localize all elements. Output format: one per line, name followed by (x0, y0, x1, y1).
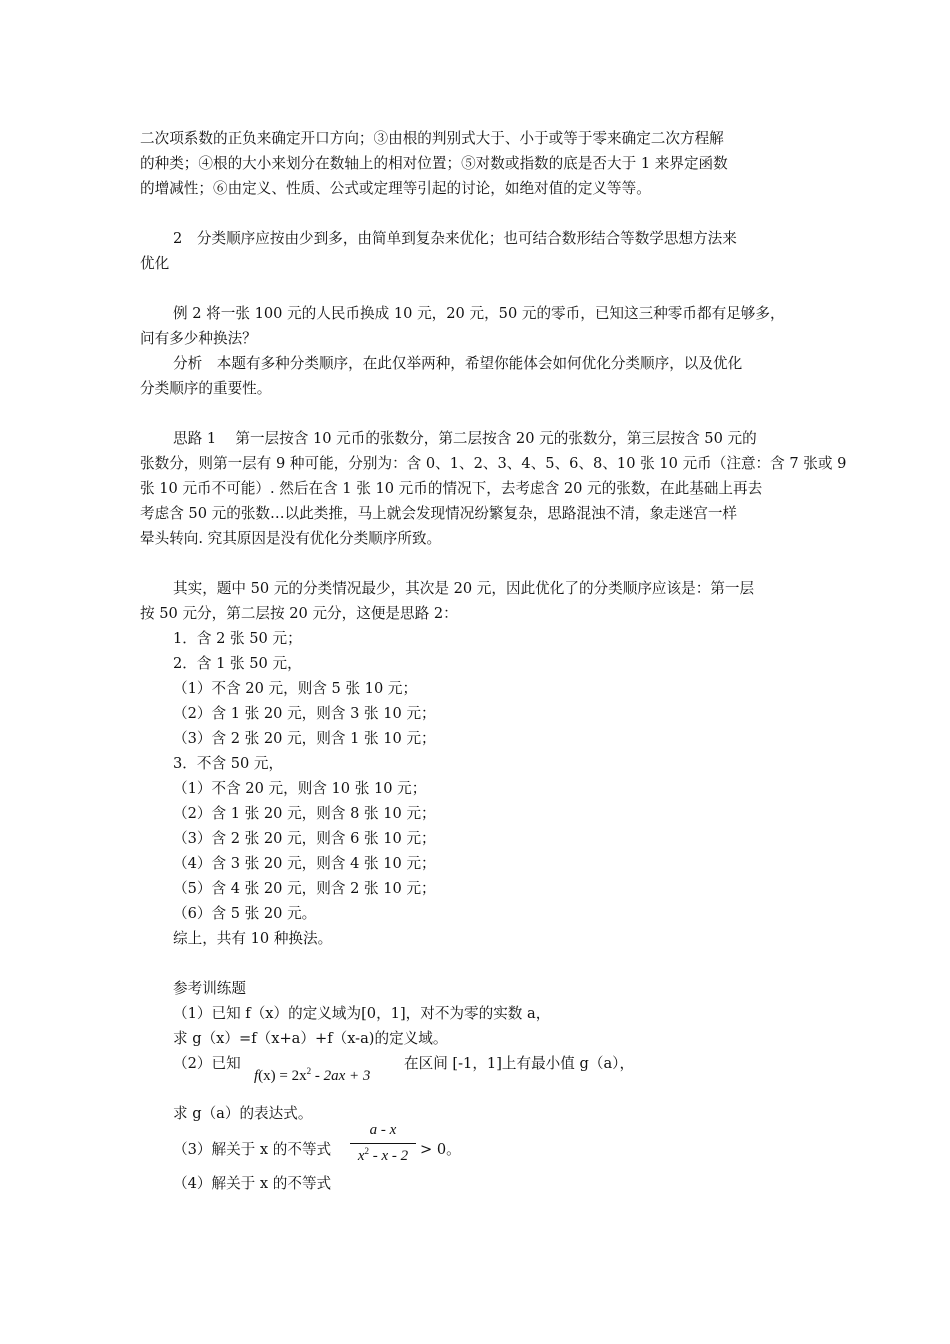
intro-line-3: 的增减性；⑥由定义、性质、公式或定理等引起的讨论，如绝对值的定义等等。 (140, 180, 651, 197)
idea-2-line-2: 按 50 元分，第二层按 20 元分，这便是思路 2： (140, 605, 458, 622)
idea-1-line-4: 考虑含 50 元的张数…以此类推，马上就会发现情况纷繁复杂，思路混浊不清，象走迷宫一样 (140, 505, 738, 522)
fraction-numerator: a - x (369, 1122, 397, 1138)
idea-1-line-2: 张数分，则第一层有 9 种可能，分别为：含 0、1、2、3、4、5、6、8、10 张 10 元币（注意：含 7 张或 9 (140, 455, 847, 472)
example-2-line-2: 问有多少种换法？ (140, 330, 257, 347)
list-item: （4）含 3 张 20 元，则含 4 张 10 元； (173, 855, 436, 872)
exercise-3-suffix: > 0。 (420, 1141, 461, 1158)
idea-1-line-3: 张 10 元币不可能）. 然后在含 1 张 10 元币的情况下，去考虑含 20 元的张数，在此基础上再去 (140, 480, 763, 497)
summary-line: 综上，共有 10 种换法。 (173, 930, 333, 947)
list-item: （6）含 5 张 20 元。 (173, 905, 317, 922)
section-2-line-2: 优化 (140, 255, 170, 272)
exercise-2-prefix: （2）已知 (173, 1055, 241, 1072)
list-item: （3）含 2 张 20 元，则含 6 张 10 元； (173, 830, 436, 847)
exercises-heading: 参考训练题 (173, 980, 246, 997)
exercise-1-line-1: （1）已知 f（x）的定义域为[0，1]，对不为零的实数 a， (173, 1005, 551, 1022)
list-item: （1）不含 20 元，则含 5 张 10 元； (173, 680, 418, 697)
analysis-line-1: 分析 本题有多种分类顺序，在此仅举两种，希望你能体会如何优化分类顺序，以及优化 (173, 355, 743, 372)
exercise-2-suffix: 在区间 [-1，1]上有最小值 g（a）， (404, 1055, 635, 1072)
list-item: 3．不含 50 元， (173, 755, 284, 772)
fraction-bar (350, 1143, 416, 1144)
exercise-3-fraction (348, 1121, 420, 1169)
section-2-line-1: 2 分类顺序应按由少到多，由简单到复杂来优化；也可结合数形结合等数学思想方法来 (173, 230, 737, 247)
idea-1-line-1: 思路 1 第一层按含 10 元币的张数分，第二层按含 20 元的张数分，第三层按含 50 元的 (173, 430, 757, 447)
exercise-3-prefix: （3）解关于 x 的不等式 (173, 1141, 332, 1158)
list-item: 2．含 1 张 50 元， (173, 655, 302, 672)
list-item: （2）含 1 张 20 元，则含 3 张 10 元； (173, 705, 436, 722)
list-item: 1．含 2 张 50 元； (173, 630, 302, 647)
list-item: （3）含 2 张 20 元，则含 1 张 10 元； (173, 730, 436, 747)
fraction-denominator: $x^2$ - x - 2 (357, 1146, 409, 1164)
exercise-2-formula: $f(x) = 2x^2 - 2ax + 3$ (254, 1066, 371, 1084)
exercise-2-line-2: 求 g（a）的表达式。 (173, 1105, 313, 1122)
list-item: （5）含 4 张 20 元，则含 2 张 10 元； (173, 880, 436, 897)
intro-line-1: 二次项系数的正负来确定开口方向；③由根的判别式大于、小于或等于零来确定二次方程解 (140, 130, 724, 147)
list-item: （1）不含 20 元，则含 10 张 10 元； (173, 780, 427, 797)
analysis-line-2: 分类顺序的重要性。 (140, 380, 272, 397)
exercise-1-line-2: 求 g（x）=f（x+a）+f（x-a)的定义域。 (173, 1030, 448, 1047)
intro-line-2: 的种类；④根的大小来划分在数轴上的相对位置；⑤对数或指数的底是否大于 1 来界定函数 (140, 155, 728, 172)
exercise-4-line: （4）解关于 x 的不等式 (173, 1175, 332, 1192)
idea-1-line-5: 晕头转向. 究其原因是没有优化分类顺序所致。 (140, 530, 442, 547)
example-2-line-1: 例 2 将一张 100 元的人民币换成 10 元，20 元，50 元的零币，已知这三种零币都有足够多， (173, 305, 785, 322)
idea-2-line-1: 其实，题中 50 元的分类情况最少，其次是 20 元，因此优化了的分类顺序应该是：第一层 (173, 580, 755, 597)
list-item: （2）含 1 张 20 元，则含 8 张 10 元； (173, 805, 436, 822)
